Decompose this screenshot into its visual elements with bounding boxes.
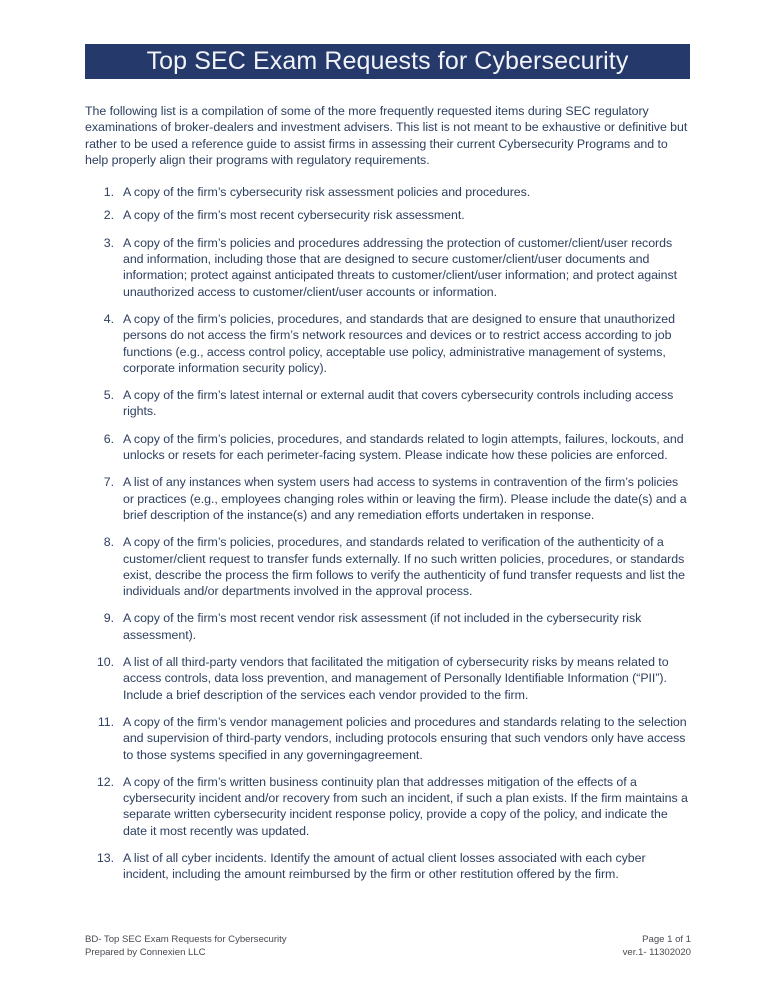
list-item <box>85 850 691 883</box>
list-item <box>85 235 691 300</box>
list-item <box>85 207 691 223</box>
list-item-number: 8. <box>103 535 114 550</box>
list-item <box>85 184 691 200</box>
list-item-text: A copy of the firm’s policies, procedures, and standards related to verification of the authenticity of a customer/client request to transfer funds externally. If no such written policies, procedures, or standards exist, describe the process the firm follows to verify the authenticity of fund transfer requests and list the individuals and/or departments involved in the approval process. <box>123 535 685 599</box>
document-header-banner <box>85 44 690 79</box>
requests-list <box>85 184 691 882</box>
list-item-number: 11. <box>97 714 114 729</box>
list-item-text: A copy of the firm’s written business continuity plan that addresses mitigation of the effects of a cybersecurity incident and/or recovery from such an incident, if such a plan exists. If the firm maintains a separate written cybersecurity incident response policy, provide a copy of the policy, and indicate the date it most recently was updated. <box>123 774 688 838</box>
list-item <box>85 311 691 376</box>
footer-version: ver.1- 11302020 <box>622 947 691 958</box>
list-item-text: A copy of the firm’s most recent cybersecurity risk assessment. <box>123 208 465 223</box>
footer-preparer: Prepared by Connexien LLC <box>85 947 206 958</box>
list-item <box>85 654 691 703</box>
page-footer <box>85 933 691 959</box>
footer-right <box>623 933 691 959</box>
page-title: Top SEC Exam Requests for Cybersecurity <box>146 47 629 75</box>
list-item-number: 6. <box>103 431 114 446</box>
list-item-text: A copy of the firm’s policies and procedures addressing the protection of customer/client/user records and information, including those that are designed to secure customer/client/user documents and information; protect against anticipated threats to customer/client/user information; and protect against unauthorized access to customer/client/user accounts or information. <box>123 235 678 299</box>
document-body <box>85 103 691 894</box>
list-item-number: 9. <box>103 611 114 626</box>
list-item-text: A copy of the firm’s latest internal or external audit that covers cybersecurity controls including access rights. <box>123 388 674 419</box>
list-item-text: A copy of the firm’s most recent vendor risk assessment (if not included in the cybersecurity risk assessment). <box>123 611 642 642</box>
list-item-text: A copy of the firm’s policies, procedures, and standards related to login attempts, failures, lockouts, and unlocks or resets for each perimeter-facing system. Please indicate how these policies are enforced. <box>123 431 684 463</box>
footer-document-name: BD- Top SEC Exam Requests for Cybersecurity <box>85 934 287 945</box>
list-item-number: 1. <box>103 185 114 200</box>
list-item-number: 7. <box>103 475 114 490</box>
list-item <box>85 431 691 464</box>
footer-page-number: Page 1 of 1 <box>642 934 691 945</box>
list-item <box>85 474 691 523</box>
list-item <box>85 610 691 643</box>
intro-paragraph: The following list is a compilation of some of the more frequently requested items during SEC regulatory examinations of broker-dealers and investment advisers. This list is not meant to be exhaustive or definitive but rather to be used a reference guide to assist firms in assessing their current Cybersecurity Programs and to help properly align their programs with regulatory requirements. <box>85 104 688 167</box>
list-item-number: 3. <box>103 235 114 250</box>
list-item <box>85 774 691 839</box>
list-item <box>85 714 691 763</box>
footer-left <box>85 933 287 959</box>
list-item-text: A copy of the firm’s vendor management policies and procedures and standards relating to the selection and supervision of third-party vendors, including protocols ensuring that such vendors only have access to those systems specified in any governingagreement. <box>123 714 687 762</box>
list-item-number: 10. <box>96 655 114 670</box>
list-item <box>85 387 691 420</box>
list-item-text: A copy of the firm’s cybersecurity risk assessment policies and procedures. <box>123 185 531 200</box>
list-item-text: A list of any instances when system users had access to systems in contravention of the firm’s policies or practices (e.g., employees changing roles within or leaving the firm). Please include the date(s) and a brief description of the instance(s) and any remediation efforts undertaken in response. <box>123 475 687 522</box>
list-item-text: A copy of the firm’s policies, procedures, and standards that are designed to ensure that unauthorized persons do not access the firm’s network resources and devices or to restrict access according to job functions (e.g., access control policy, acceptable use policy, administrative management of systems, corporate information security policy). <box>123 311 675 375</box>
list-item-text: A list of all cyber incidents. Identify the amount of actual client losses associated with each cyber incident, including the amount reimbursed by the firm or other restitution offered by the firm. <box>123 850 646 882</box>
list-item-number: 2. <box>103 208 114 223</box>
list-item-number: 13. <box>96 850 114 865</box>
list-item-number: 4. <box>103 311 114 326</box>
list-item-text: A list of all third-party vendors that facilitated the mitigation of cybersecurity risks by means related to access controls, data loss prevention, and management of Personally Identifiable Information (“PII”). Include a brief description of the services each vendor provided to the firm. <box>123 655 669 702</box>
list-item-number: 5. <box>103 388 114 403</box>
list-item <box>85 534 691 599</box>
list-item-number: 12. <box>96 774 114 789</box>
